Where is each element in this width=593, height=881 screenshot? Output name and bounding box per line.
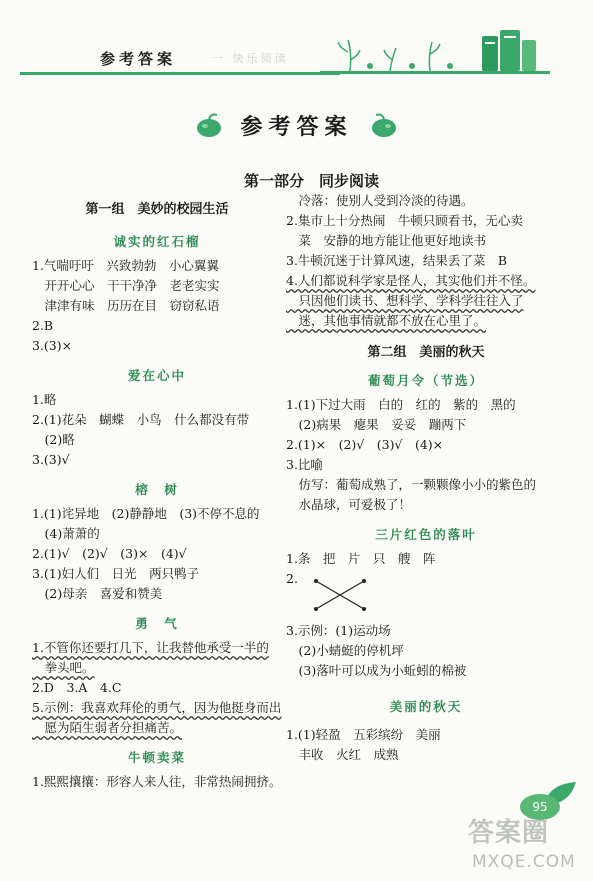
answer-line: 迷，其他事情就都不放在心里了。 [286,313,487,328]
answer-line: (2)病果 瘪果 妥妥 蹦两下 [286,417,467,432]
header-rule [20,72,340,75]
answer-line: 水晶球，可爱极了！ [286,497,412,512]
answer-line: 1.(1)轻盈 五彩缤纷 美丽 [286,727,441,742]
leaf-ball-icon [195,113,223,139]
answer-line: 3.(1)妇人们 日光 两只鸭子 [32,566,200,581]
answer-line: (3)落叶可以成为小蚯蚓的棉被 [286,663,467,678]
answer-line: 3.(3)× [32,338,73,353]
group-title: 第一组 美妙的校园生活 [85,202,229,217]
books-plants-decoration [320,22,560,77]
answer-line: 1.(1)诧异地 (2)静静地 (3)不停不息的 [32,506,260,521]
answer-line: 2.集市上十分热闹 牛顿只顾看书，无心卖 [286,213,523,228]
left-column [32,200,282,792]
part-title: 第一部分 同步阅读 [243,172,379,190]
leaf-ball-icon [370,113,398,139]
answer-line: 菜 安静的地方能让他更好地读书 [286,233,487,248]
header-faint-text: 一 快乐阅读 [212,52,289,65]
answer-line: 3.比喻 [286,457,323,472]
section-title: 美丽的秋天 [389,699,463,714]
watermark-url: MXQE.COM [472,852,576,872]
answer-line: 愿为陌生弱者分担痛苦。 [32,720,183,735]
section-title: 三片红色的落叶 [375,527,477,542]
answer-line: 丰收 火红 成熟 [286,747,399,762]
answer-line: (4)萧萧的 [32,526,100,541]
answer-line: 1.不管你还要打几下，让我替他承受一半的 [32,640,269,655]
answer-line: 2.B [32,318,54,333]
answer-line: (2)母亲 喜爱和赞美 [32,586,163,601]
section-title: 诚实的红石榴 [113,234,201,249]
right-column [286,191,566,765]
answer-line: 津津有味 历历在目 窃窃私语 [32,298,220,313]
answer-line: 4.人们都说科学家是怪人，其实他们并不怪。 [286,273,536,288]
answer-line: 3.(3)√ [32,452,70,467]
page-number: 95 [520,794,560,820]
section-title: 葡萄月令（节选） [367,373,484,388]
answer-line: 仿写：葡萄成熟了，一颗颗像小小的紫色的 [286,477,537,492]
answer-line: (2)略 [32,432,75,447]
matching-cross-diagram [310,575,370,615]
answer-line: 开开心心 干干净净 老老实实 [32,278,220,293]
section-title: 榕 树 [135,482,179,497]
answer-line: 1.条 把 片 只 艘 阵 [286,551,436,566]
answer-line: 拳头吧。 [32,660,95,675]
answer-line: 1.熙熙攘攘：形容人来人往，非常热闹拥挤。 [32,774,282,789]
section-title: 牛顿卖菜 [127,750,186,765]
header-title: 参考答案 [100,50,177,68]
main-title: 参考答案 [0,110,593,141]
watermark-text: 答案圈 [468,818,550,848]
answer-line: 5.示例：我喜欢拜伦的勇气，因为他挺身而出 [32,700,282,715]
answer-line: 2.D 3.A 4.C [32,680,122,695]
answer-line: 2.(1)√ (2)√ (3)× (4)√ [32,546,187,561]
answer-line: 2.(1)× (2)√ (3)√ (4)× [286,437,444,452]
answer-line: 只因他们读书、想科学、学科学往往入了 [286,293,524,308]
answer-line: 3.示例：(1)运动场 [286,623,391,638]
answer-line: 2. [286,571,298,586]
answer-line: 1.(1)下过大雨 白的 红的 紫的 黑的 [286,397,516,412]
section-title: 勇 气 [135,616,179,631]
answer-line: 3.牛顿沉迷于计算风速，结果丢了菜 B [286,253,508,268]
answer-line: 2.(1)花朵 蝴蝶 小鸟 什么都没有带 [32,412,250,427]
answer-line: 1.略 [32,392,57,407]
section-title: 爱在心中 [127,368,186,383]
answer-line: 1.气喘吁吁 兴致勃勃 小心翼翼 [32,258,219,273]
answer-line: 冷落：使别人受到冷淡的待遇。 [286,193,474,208]
answer-line: (2)小蜻蜓的停机坪 [286,643,404,658]
group-title: 第二组 美丽的秋天 [367,345,485,360]
matching-diagram-row [286,569,566,621]
